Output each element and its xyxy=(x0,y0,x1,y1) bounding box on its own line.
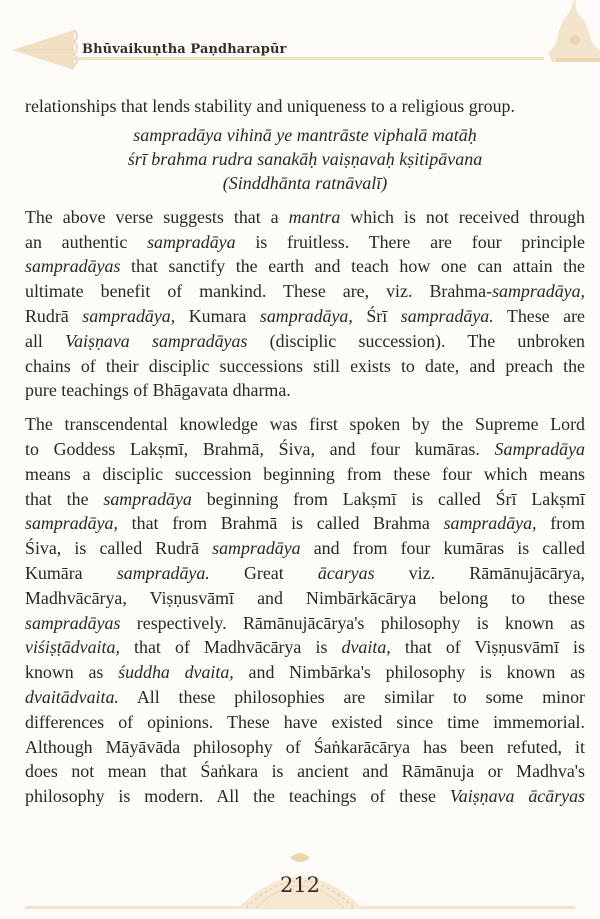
paragraph-1-line: all Vaiṣṇava sampradāyas (disciplic succession). The unbroken xyxy=(25,330,585,351)
paragraph-1-line: pure teachings of Bhāgavata dharma. xyxy=(25,380,291,401)
verse-line-2: śrī brahma rudra sanakāḥ vaiṣṇavaḥ kṣitipāvana xyxy=(127,148,483,169)
verse-block xyxy=(25,123,585,195)
page-number: 212 xyxy=(279,873,321,897)
paragraph-2-line: to Goddess Lakṣmī, Brahmā, Śiva, and four kumāras. Sampradāya xyxy=(25,438,585,459)
paragraph-2-line: Madhvācārya, Viṣṇusvāmī and Nimbārkācārya belong to these xyxy=(25,587,585,608)
paragraph-2-line: Kumāra sampradāya. Great ācaryas viz. Rāmānujācārya, xyxy=(25,562,585,583)
verse-source: (Sinddhānta ratnāvalī) xyxy=(222,172,388,193)
page-body xyxy=(25,94,585,818)
intro-line: relationships that lends stability and uniqueness to a religious group. xyxy=(25,96,515,116)
paragraph-1-line: The above verse suggests that a mantra which is not received through xyxy=(25,206,585,227)
page-header xyxy=(0,0,600,80)
paragraph-2-line: Although Māyāvāda philosophy of Śaṅkarācārya has been refuted, it xyxy=(25,736,585,757)
paragraph-2-line: The transcendental knowledge was first spoken by the Supreme Lord xyxy=(25,414,585,435)
temple-icon xyxy=(548,0,600,62)
paragraph-2-line: sampradāya, that from Brahmā is called Brahma sampradāya, from xyxy=(25,513,586,534)
running-head: Bhūvaikuṇtha Paṇdharapūr xyxy=(82,42,287,57)
paragraph-2-line: that the sampradāya beginning from Lakṣmī is called Śrī Lakṣmī xyxy=(25,488,585,509)
paragraph-2-line: viśiṣṭādvaita, that of Madhvācārya is dvaita, that of Viṣṇusvāmī is xyxy=(25,637,585,658)
paragraph-1-line: sampradāyas that sanctify the earth and teach how one can attain the xyxy=(25,256,585,277)
paragraph-1-line: an authentic sampradāya is fruitless. There are four principle xyxy=(25,231,585,252)
paragraph-2-line: does not mean that Śaṅkara is ancient and Rāmānuja or Madhva's xyxy=(25,761,585,782)
paragraph-2-line: known as śuddha dvaita, and Nimbārka's philosophy is known as xyxy=(25,662,585,683)
paragraph-2 xyxy=(25,412,585,809)
paragraph-2-line: means a disciplic succession beginning from these four which means xyxy=(25,463,585,484)
verse-line-1: sampradāya vihinā ye mantrāste viphalā matāḥ xyxy=(133,124,477,145)
paragraph-1-line: Rudrā sampradāya, Kumara sampradāya, Śrī sampradāya. These are xyxy=(25,305,585,326)
paragraph-2-line: sampradāyas respectively. Rāmānujācārya's philosophy is known as xyxy=(25,612,585,633)
paragraph-1-line: chains of their disciplic successions still exists to date, and preach the xyxy=(25,355,585,376)
paragraph-2-line: dvaitādvaita. All these philosophies are similar to some minor xyxy=(25,686,585,707)
paragraph-1 xyxy=(25,205,585,403)
paragraph-2-line: Śiva, is called Rudrā sampradāya and from four kumāras is called xyxy=(25,538,585,559)
paragraph-2-line: philosophy is modern. All the teachings of these Vaiṣṇava ācāryas xyxy=(25,786,585,807)
paragraph-1-line: ultimate benefit of mankind. These are, viz. Brahma-sampradāya, xyxy=(25,281,585,302)
paragraph-2-line: differences of opinions. These have existed since time immemorial. xyxy=(25,711,585,732)
header-ornament xyxy=(0,0,600,80)
